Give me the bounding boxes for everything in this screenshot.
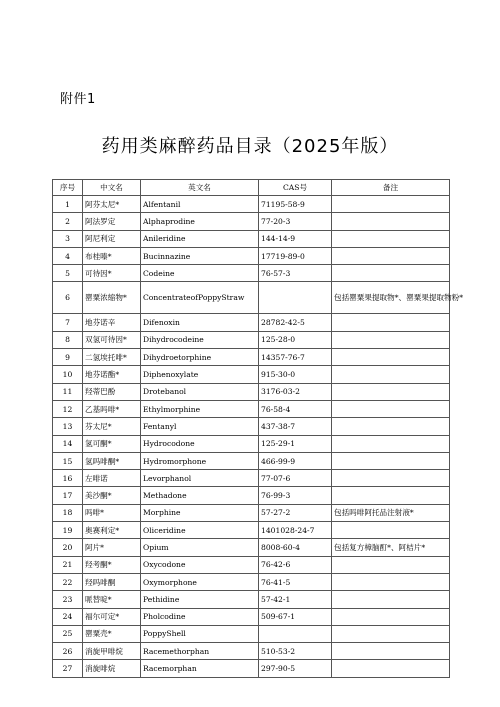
chinese-name-cell: 罂粟壳* xyxy=(83,625,141,642)
remarks-cell xyxy=(332,470,450,487)
row-index: 2 xyxy=(53,213,83,230)
row-index: 8 xyxy=(53,331,83,348)
cas-number-cell: 76-99-3 xyxy=(259,487,332,504)
cas-number-cell: 76-57-3 xyxy=(259,265,332,282)
chinese-name-cell: 氢可酮* xyxy=(83,435,141,452)
table-row xyxy=(53,230,450,247)
header-remarks: 备注 xyxy=(332,180,450,196)
english-name-cell: Oxycodone xyxy=(141,556,259,573)
table-row xyxy=(53,400,450,417)
row-index: 1 xyxy=(53,196,83,213)
table-row xyxy=(53,608,450,625)
table-row xyxy=(53,539,450,556)
chinese-name-cell: 芬太尼* xyxy=(83,418,141,435)
english-name-cell: Hydromorphone xyxy=(141,452,259,469)
row-index: 18 xyxy=(53,504,83,521)
row-index: 6 xyxy=(53,282,83,314)
english-name-cell: Dihydrocodeine xyxy=(141,331,259,348)
english-name-cell: Alphaprodine xyxy=(141,213,259,230)
row-index: 15 xyxy=(53,452,83,469)
cas-number-cell: 17719-89-0 xyxy=(259,247,332,264)
cas-number-cell: 1401028-24-7 xyxy=(259,522,332,539)
table-row xyxy=(53,522,450,539)
english-name-cell: Drotebanol xyxy=(141,383,259,400)
row-index: 4 xyxy=(53,247,83,264)
row-index: 16 xyxy=(53,470,83,487)
english-name-cell: Codeine xyxy=(141,265,259,282)
remarks-cell xyxy=(332,400,450,417)
row-index: 19 xyxy=(53,522,83,539)
cas-number-cell: 125-29-1 xyxy=(259,435,332,452)
english-name-cell: Levorphanol xyxy=(141,470,259,487)
row-index: 7 xyxy=(53,314,83,331)
english-name-cell: Diphenoxylate xyxy=(141,366,259,383)
english-name-cell: Difenoxin xyxy=(141,314,259,331)
chinese-name-cell: 二氢埃托啡* xyxy=(83,349,141,366)
table-row xyxy=(53,573,450,590)
english-name-cell: Opium xyxy=(141,539,259,556)
cas-number-cell: 8008-60-4 xyxy=(259,539,332,556)
cas-number-cell: 14357-76-7 xyxy=(259,349,332,366)
table-row xyxy=(53,660,450,677)
table-row xyxy=(53,435,450,452)
remarks-cell xyxy=(332,573,450,590)
chinese-name-cell: 罂粟浓缩物* xyxy=(83,282,141,314)
chinese-name-cell: 奥赛利定* xyxy=(83,522,141,539)
remarks-cell xyxy=(332,247,450,264)
table-row xyxy=(53,366,450,383)
cas-number-cell: 466-99-9 xyxy=(259,452,332,469)
table-row xyxy=(53,504,450,521)
table-row xyxy=(53,591,450,608)
chinese-name-cell: 羟蒂巴酚 xyxy=(83,383,141,400)
row-index: 22 xyxy=(53,573,83,590)
chinese-name-cell: 阿芬太尼* xyxy=(83,196,141,213)
remarks-cell xyxy=(332,230,450,247)
row-index: 12 xyxy=(53,400,83,417)
cas-number-cell: 297-90-5 xyxy=(259,660,332,677)
english-name-cell: Alfentanil xyxy=(141,196,259,213)
remarks-cell xyxy=(332,435,450,452)
cas-number-cell xyxy=(259,282,332,314)
chinese-name-cell: 乙基吗啡* xyxy=(83,400,141,417)
chinese-name-cell: 哌替啶* xyxy=(83,591,141,608)
english-name-cell: Dihydroetorphine xyxy=(141,349,259,366)
row-index: 24 xyxy=(53,608,83,625)
cas-number-cell: 57-27-2 xyxy=(259,504,332,521)
remarks-cell xyxy=(332,487,450,504)
table-row xyxy=(53,282,450,314)
cas-number-cell: 509-67-1 xyxy=(259,608,332,625)
annex-label: 附件1 xyxy=(60,92,96,107)
row-index: 23 xyxy=(53,591,83,608)
remarks-cell xyxy=(332,608,450,625)
english-name-cell: Hydrocodone xyxy=(141,435,259,452)
english-name-cell: Oxymorphone xyxy=(141,573,259,590)
remarks-cell xyxy=(332,660,450,677)
row-index: 25 xyxy=(53,625,83,642)
chinese-name-cell: 阿片* xyxy=(83,539,141,556)
chinese-name-cell: 布桂嗪* xyxy=(83,247,141,264)
remarks-cell xyxy=(332,213,450,230)
table-row xyxy=(53,196,450,213)
remarks-cell xyxy=(332,314,450,331)
row-index: 11 xyxy=(53,383,83,400)
remarks-cell xyxy=(332,196,450,213)
remarks-cell xyxy=(332,366,450,383)
chinese-name-cell: 双氢可待因* xyxy=(83,331,141,348)
chinese-name-cell: 消旋甲啡烷 xyxy=(83,643,141,660)
chinese-name-cell: 吗啡* xyxy=(83,504,141,521)
table-row xyxy=(53,556,450,573)
cas-number-cell: 76-41-5 xyxy=(259,573,332,590)
remarks-cell xyxy=(332,643,450,660)
row-index: 17 xyxy=(53,487,83,504)
remarks-cell xyxy=(332,349,450,366)
table-row xyxy=(53,314,450,331)
remarks-cell xyxy=(332,591,450,608)
cas-number-cell: 3176-03-2 xyxy=(259,383,332,400)
row-index: 5 xyxy=(53,265,83,282)
remarks-cell xyxy=(332,383,450,400)
table-row xyxy=(53,643,450,660)
row-index: 27 xyxy=(53,660,83,677)
row-index: 3 xyxy=(53,230,83,247)
table-row xyxy=(53,452,450,469)
remarks-cell: 包括吗啡阿托品注射液* xyxy=(332,504,450,521)
table-row xyxy=(53,247,450,264)
chinese-name-cell: 可待因* xyxy=(83,265,141,282)
cas-number-cell: 76-58-4 xyxy=(259,400,332,417)
cas-number-cell: 71195-58-9 xyxy=(259,196,332,213)
english-name-cell: Oliceridine xyxy=(141,522,259,539)
cas-number-cell: 76-42-6 xyxy=(259,556,332,573)
row-index: 20 xyxy=(53,539,83,556)
table-row xyxy=(53,331,450,348)
cas-number-cell: 77-20-3 xyxy=(259,213,332,230)
chinese-name-cell: 地芬诺辛 xyxy=(83,314,141,331)
cas-number-cell: 125-28-0 xyxy=(259,331,332,348)
chinese-name-cell: 羟吗啡酮 xyxy=(83,573,141,590)
table-row xyxy=(53,470,450,487)
remarks-cell xyxy=(332,418,450,435)
chinese-name-cell: 氢吗啡酮* xyxy=(83,452,141,469)
chinese-name-cell: 阿尼利定 xyxy=(83,230,141,247)
remarks-cell xyxy=(332,556,450,573)
cas-number-cell: 510-53-2 xyxy=(259,643,332,660)
english-name-cell: Racemethorphan xyxy=(141,643,259,660)
english-name-cell: ConcentrateofPoppyStraw xyxy=(141,282,259,314)
row-index: 26 xyxy=(53,643,83,660)
header-english-name: 英文名 xyxy=(141,180,259,196)
remarks-cell: 包括罂粟果提取物*、罂粟果提取物粉* xyxy=(332,282,450,314)
chinese-name-cell: 左啡诺 xyxy=(83,470,141,487)
row-index: 9 xyxy=(53,349,83,366)
remarks-cell xyxy=(332,625,450,642)
cas-number-cell: 77-07-6 xyxy=(259,470,332,487)
header-chinese-name: 中文名 xyxy=(83,180,141,196)
row-index: 13 xyxy=(53,418,83,435)
remarks-cell xyxy=(332,331,450,348)
english-name-cell: Methadone xyxy=(141,487,259,504)
drug-catalog-table xyxy=(52,179,464,678)
remarks-cell xyxy=(332,522,450,539)
chinese-name-cell: 福尔可定* xyxy=(83,608,141,625)
table-row xyxy=(53,265,450,282)
english-name-cell: PoppyShell xyxy=(141,625,259,642)
table-row xyxy=(53,213,450,230)
chinese-name-cell: 羟考酮* xyxy=(83,556,141,573)
table-header-row xyxy=(53,180,450,196)
header-index: 序号 xyxy=(53,180,83,196)
english-name-cell: Pethidine xyxy=(141,591,259,608)
chinese-name-cell: 地芬诺酯* xyxy=(83,366,141,383)
chinese-name-cell: 阿法罗定 xyxy=(83,213,141,230)
row-index: 21 xyxy=(53,556,83,573)
remarks-cell xyxy=(332,452,450,469)
remarks-cell: 包括复方樟脑酊*、阿桔片* xyxy=(332,539,450,556)
chinese-name-cell: 消旋啡烷 xyxy=(83,660,141,677)
remarks-cell xyxy=(332,265,450,282)
table-row xyxy=(53,349,450,366)
table-row xyxy=(53,625,450,642)
table-row xyxy=(53,487,450,504)
chinese-name-cell: 美沙酮* xyxy=(83,487,141,504)
cas-number-cell: 915-30-0 xyxy=(259,366,332,383)
cas-number-cell xyxy=(259,625,332,642)
english-name-cell: Ethylmorphine xyxy=(141,400,259,417)
cas-number-cell: 57-42-1 xyxy=(259,591,332,608)
row-index: 10 xyxy=(53,366,83,383)
english-name-cell: Anileridine xyxy=(141,230,259,247)
cas-number-cell: 144-14-9 xyxy=(259,230,332,247)
cas-number-cell: 437-38-7 xyxy=(259,418,332,435)
table-row xyxy=(53,383,450,400)
table-row xyxy=(53,418,450,435)
english-name-cell: Pholcodine xyxy=(141,608,259,625)
english-name-cell: Morphine xyxy=(141,504,259,521)
header-cas-number: CAS号 xyxy=(259,180,332,196)
english-name-cell: Bucinnazine xyxy=(141,247,259,264)
english-name-cell: Racemorphan xyxy=(141,660,259,677)
english-name-cell: Fentanyl xyxy=(141,418,259,435)
row-index: 14 xyxy=(53,435,83,452)
document-title: 药用类麻醉药品目录（2025年版） xyxy=(101,136,399,157)
cas-number-cell: 28782-42-5 xyxy=(259,314,332,331)
